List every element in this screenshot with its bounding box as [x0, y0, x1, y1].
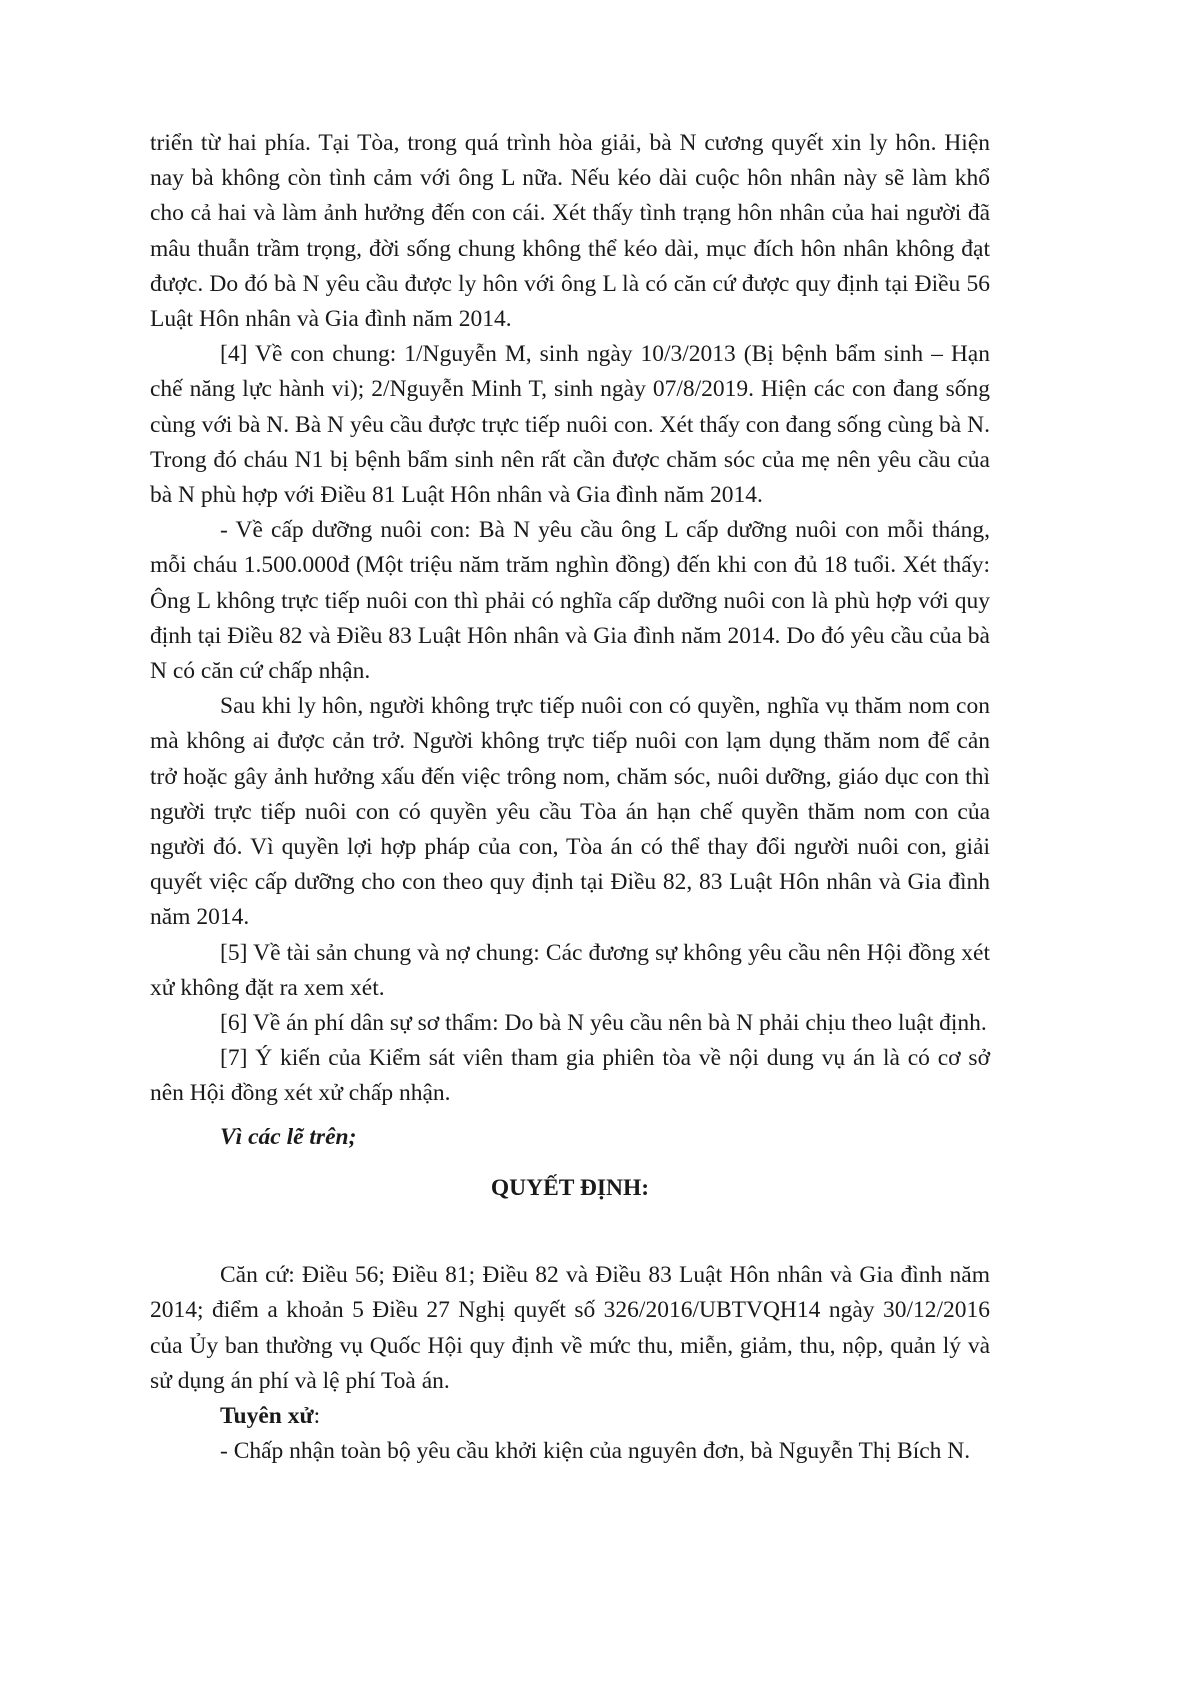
verdict-item: - Chấp nhận toàn bộ yêu cầu khởi kiện của nguyên đơn, bà Nguyễn Thị Bích N.: [220, 1438, 971, 1465]
legal-basis: Căn cứ: Điều 56; Điều 81; Điều 82 và Điều 83 Luật Hôn nhân và Gia đình năm 2014; điểm a khoản 5 Điều 27 Nghị quyết số 326/2016/UBTVQH14 ngày 30/12/2016 của Ủy ban thường vụ Quốc Hội quy định về mức thu, miễn, giảm, thu, nộp, quản lý và sử dụng án phí và lệ phí Toà án.: [150, 1262, 990, 1394]
verdict-label-line: [150, 1399, 990, 1434]
paragraph-children: [4] Về con chung: 1/Nguyễn M, sinh ngày 10/3/2013 (Bị bệnh bẩm sinh – Hạn chế năng lực hành vi); 2/Nguyễn Minh T, sinh ngày 07/8/2019. Hiện các con đang sống cùng với bà N. Bà N yêu cầu được trực tiếp nuôi con. Xét thấy con đang sống cùng bà N. Trong đó cháu N1 bị bệnh bẩm sinh nên rất cần được chăm sóc của mẹ nên yêu cầu của bà N phù hợp với Điều 81 Luật Hôn nhân và Gia đình năm 2014.: [150, 341, 990, 509]
verdict-label: Tuyên xử: [220, 1402, 314, 1429]
document-page: [150, 126, 990, 1469]
paragraph-visitation: Sau khi ly hôn, người không trực tiếp nuôi con có quyền, nghĩa vụ thăm nom con mà không ai được cản trở. Người không trực tiếp nuôi con lạm dụng thăm nom để cản trở hoặc gây ảnh hưởng xấu đến việc trông nom, chăm sóc, nuôi dưỡng, giáo dục con thì người trực tiếp nuôi con có quyền yêu cầu Tòa án hạn chế quyền thăm nom con của người đó. Vì quyền lợi hợp pháp của con, Tòa án có thể thay đổi người nuôi con, giải quyết việc cấp dưỡng cho con theo quy định tại Điều 82, 83 Luật Hôn nhân và Gia đình năm 2014.: [150, 693, 990, 931]
paragraph-common-property: [5] Về tài sản chung và nợ chung: Các đương sự không yêu cầu nên Hội đồng xét xử không đặt ra xem xét.: [150, 939, 990, 1001]
verdict-colon: :: [313, 1402, 321, 1429]
paragraph-court-fee: [6] Về án phí dân sự sơ thẩm: Do bà N yêu cầu nên bà N phải chịu theo luật định.: [220, 1010, 987, 1037]
decision-heading: QUYẾT ĐỊNH:: [490, 1174, 650, 1201]
paragraph-divorce-grounds: triển từ hai phía. Tại Tòa, trong quá trình hòa giải, bà N cương quyết xin ly hôn. Hiện nay bà không còn tình cảm với ông L nữa. Nếu kéo dài cuộc hôn nhân này sẽ làm khổ cho cả hai và làm ảnh hưởng đến con cái. Xét thấy tình trạng hôn nhân của hai người đã mâu thuẫn trầm trọng, đời sống chung không thể kéo dài, mục đích hôn nhân không đạt được. Do đó bà N yêu cầu được ly hôn với ông L là có căn cứ được quy định tại Điều 56 Luật Hôn nhân và Gia đình năm 2014.: [150, 130, 990, 333]
reasons-line: Vì các lẽ trên;: [220, 1123, 357, 1150]
paragraph-prosecutor-opinion: [7] Ý kiến của Kiểm sát viên tham gia phiên tòa về nội dung vụ án là có cơ sở nên Hội đồng xét xử chấp nhận.: [150, 1045, 990, 1107]
paragraph-child-support: - Về cấp dưỡng nuôi con: Bà N yêu cầu ông L cấp dưỡng nuôi con mỗi tháng, mỗi cháu 1.500.000đ (Một triệu năm trăm nghìn đồng) đến khi con đủ 18 tuổi. Xét thấy: Ông L không trực tiếp nuôi con thì phải có nghĩa cấp dưỡng nuôi con là phù hợp với quy định tại Điều 82 và Điều 83 Luật Hôn nhân và Gia đình năm 2014. Do đó yêu cầu của bà N có căn cứ chấp nhận.: [150, 517, 990, 685]
